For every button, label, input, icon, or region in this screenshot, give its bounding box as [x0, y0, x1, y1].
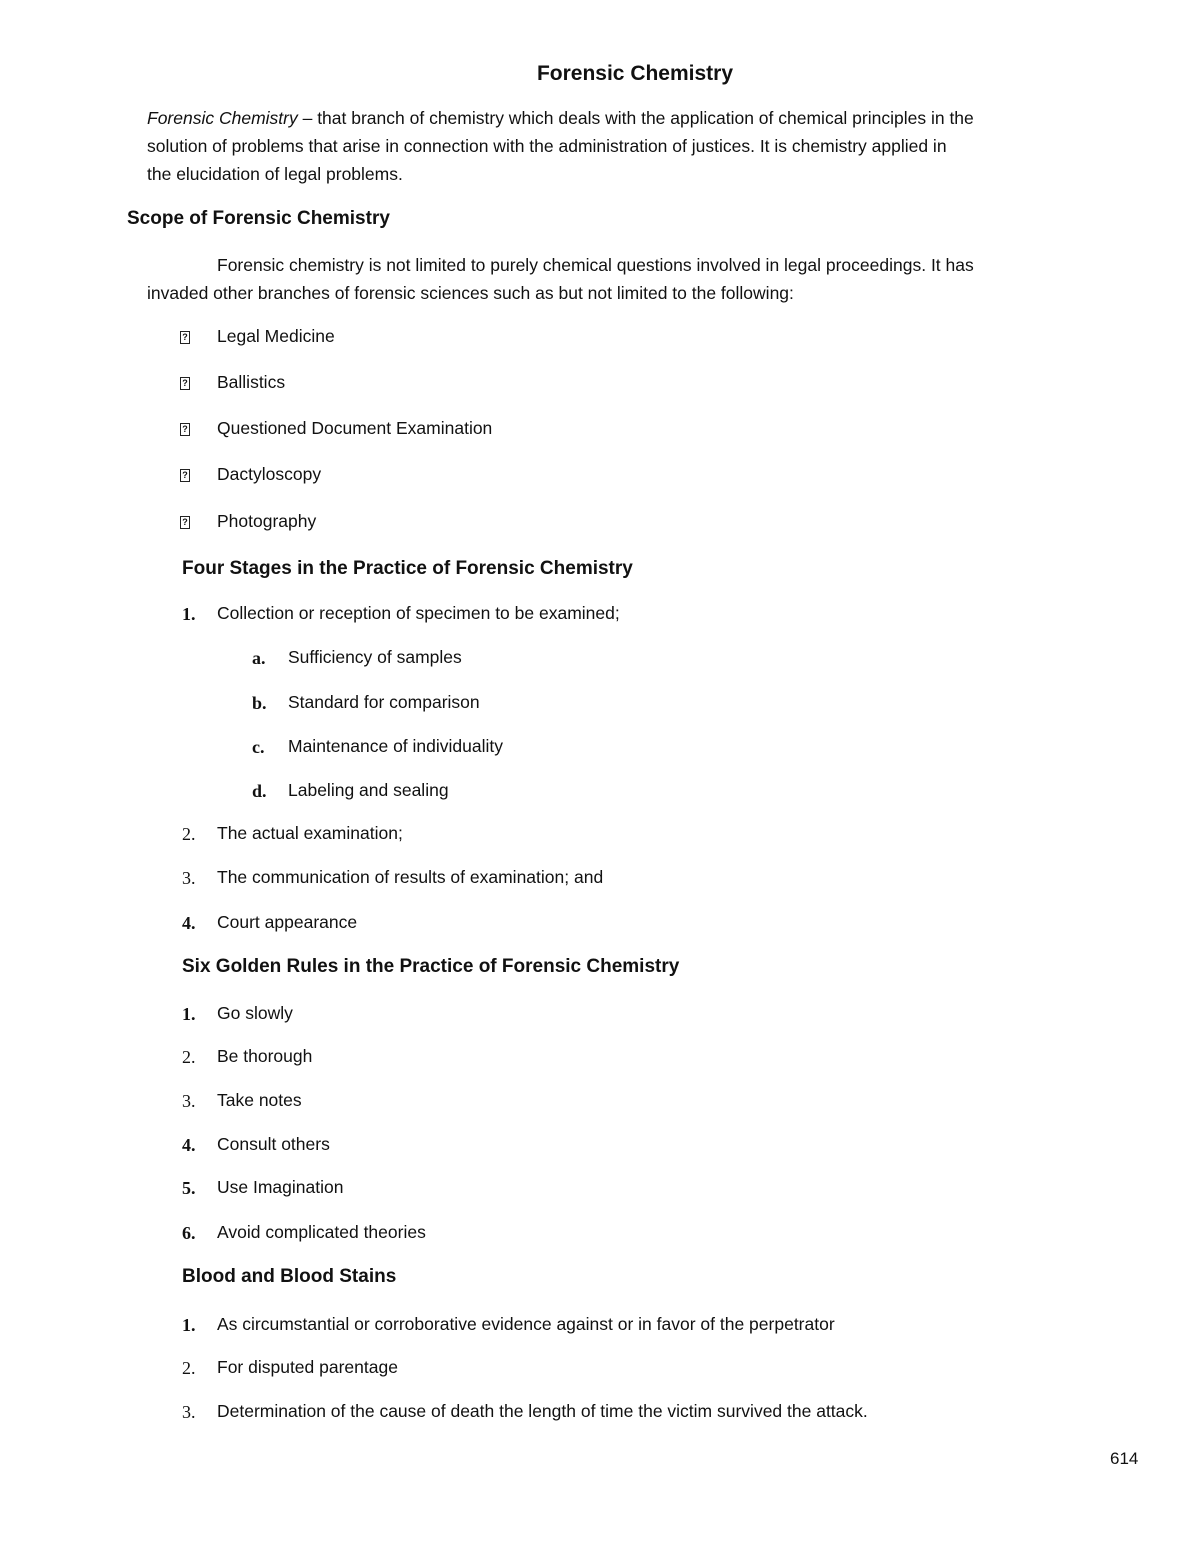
- list-number: 4.: [182, 1135, 196, 1155]
- list-item: Take notes: [217, 1090, 302, 1110]
- bullet-box-icon: ?: [180, 331, 190, 344]
- list-item: Photography: [217, 511, 317, 531]
- definition-line-3: the elucidation of legal problems.: [147, 164, 403, 184]
- sub-list-letter: d.: [252, 781, 267, 801]
- list-item: Consult others: [217, 1134, 330, 1154]
- list-number: 4.: [182, 913, 196, 933]
- page-title: Forensic Chemistry: [536, 62, 734, 85]
- bullet-box-icon: ?: [180, 423, 190, 436]
- scope-para-line-1: Forensic chemistry is not limited to purely chemical questions involved in legal proceedings. It has: [217, 255, 974, 275]
- list-item: Court appearance: [217, 912, 358, 932]
- sub-list-letter: a.: [252, 648, 266, 668]
- list-item: Collection or reception of specimen to be examined;: [217, 603, 620, 623]
- bullet-box-icon: ?: [180, 377, 190, 390]
- list-number: 5.: [182, 1178, 196, 1198]
- page-number: 614: [1110, 1449, 1139, 1468]
- list-item: Avoid complicated theories: [217, 1222, 426, 1242]
- sub-list-item: Sufficiency of samples: [288, 647, 462, 667]
- definition-text-1: – that branch of chemistry which deals with the application of chemical principles in the: [297, 108, 974, 128]
- list-number: 1.: [182, 1004, 196, 1024]
- list-item: The actual examination;: [217, 823, 403, 843]
- scope-heading: Scope of Forensic Chemistry: [127, 208, 390, 229]
- definition-term: Forensic Chemistry: [147, 108, 298, 128]
- definition-line-2: solution of problems that arise in connection with the administration of justices. It is chemistry applied in: [147, 136, 947, 156]
- list-number: 3.: [182, 1402, 196, 1422]
- list-item: Ballistics: [217, 372, 286, 392]
- list-number: 1.: [182, 1315, 196, 1335]
- list-item: Dactyloscopy: [217, 464, 322, 484]
- list-number: 1.: [182, 604, 196, 624]
- four-stages-heading: Four Stages in the Practice of Forensic Chemistry: [182, 558, 633, 579]
- blood-heading: Blood and Blood Stains: [182, 1266, 397, 1287]
- list-number: 3.: [182, 1091, 196, 1111]
- golden-rules-heading: Six Golden Rules in the Practice of Forensic Chemistry: [182, 956, 680, 977]
- list-number: 3.: [182, 868, 196, 888]
- list-item: As circumstantial or corroborative evidence against or in favor of the perpetrator: [217, 1314, 835, 1334]
- bullet-box-icon: ?: [180, 516, 190, 529]
- sub-list-item: Standard for comparison: [288, 692, 480, 712]
- definition-line-1: [147, 108, 974, 129]
- list-number: 6.: [182, 1223, 196, 1243]
- sub-list-item: Labeling and sealing: [288, 780, 449, 800]
- list-number: 2.: [182, 1047, 196, 1067]
- list-item: Determination of the cause of death the length of time the victim survived the attack.: [217, 1401, 868, 1421]
- list-item: Go slowly: [217, 1003, 293, 1023]
- list-item: Use Imagination: [217, 1177, 344, 1197]
- list-item: Legal Medicine: [217, 326, 335, 346]
- sub-list-letter: b.: [252, 693, 267, 713]
- list-item: The communication of results of examination; and: [217, 867, 604, 887]
- list-item: Be thorough: [217, 1046, 313, 1066]
- list-item: For disputed parentage: [217, 1357, 398, 1377]
- sub-list-item: Maintenance of individuality: [288, 736, 503, 756]
- list-number: 2.: [182, 1358, 196, 1378]
- sub-list-letter: c.: [252, 737, 265, 757]
- list-item: Questioned Document Examination: [217, 418, 493, 438]
- bullet-box-icon: ?: [180, 469, 190, 482]
- list-number: 2.: [182, 824, 196, 844]
- scope-para-line-2: invaded other branches of forensic sciences such as but not limited to the following:: [147, 283, 794, 303]
